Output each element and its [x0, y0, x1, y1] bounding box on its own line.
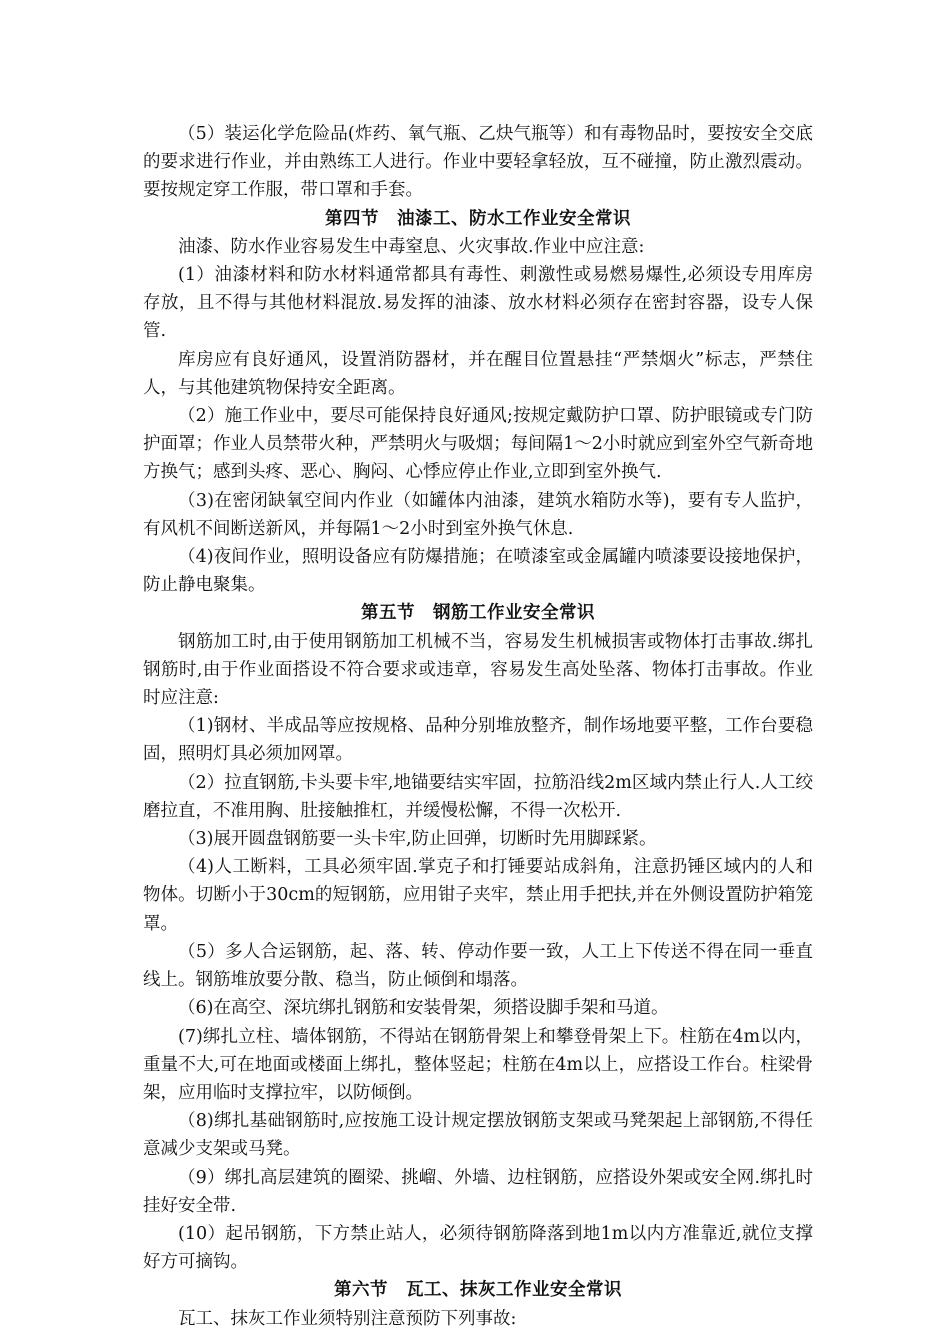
paragraph-paint-2: （2）施工作业中，要尽可能保持良好通风;按规定戴防护口罩、防护眼镜或专门防护面罩；作业人员禁带火种，严禁明火与吸烟；每间隔1～2小时就应到室外空气新奇地方换气；感到头疼、恶心、胸闷、心悸应停止作业,立即到室外换气. — [143, 406, 813, 483]
paragraph-paint-1: (1）油漆材料和防水材料通常都具有毒性、刺激性或易燃易爆性,必须设专用库房存放，且不得与其他材料混放.易发挥的油漆、放水材料必须存在密封容器，设专人保管. — [143, 265, 813, 342]
paragraph-rebar-3: （3)展开圆盘钢筋要一头卡牢,防止回弹，切断时先用脚踩紧。 — [178, 829, 657, 850]
paragraph-intro-plaster: 瓦工、抹灰工作业须特别注意预防下列事故: — [178, 1308, 517, 1329]
paragraph-item-5-transport: （5）装运化学危险品(炸药、氧气瓶、乙炔气瓶等）和有毒物品时，要按安全交底的要求进行作业，并由熟练工人进行。作业中要轻拿轻放，互不碰撞，防止激烈震动。要按规定穿工作服，带口罩和手套。 — [143, 124, 813, 201]
paragraph-rebar-7: (7)绑扎立柱、墙体钢筋，不得站在钢筋骨架上和攀登骨架上下。柱筋在4m以内，重量不大,可在地面或楼面上绑扎，整体竖起；柱筋在4m以上，应搭设工作台。柱梁骨架，应用临时支撑拉牢，以防倾倒。 — [143, 1026, 813, 1103]
paragraph-rebar-6: （6)在高空、深坑绑扎钢筋和安装骨架，须搭设脚手架和马道。 — [178, 998, 669, 1019]
paragraph-paint-3: （3)在密闭缺氧空间内作业（如罐体内油漆，建筑水箱防水等)，要有专人监护，有风机不间断送新风，并每隔1～2小时到室外换气休息. — [143, 490, 813, 539]
paragraph-rebar-5: （5）多人合运钢筋，起、落、转、停动作要一致，人工上下传送不得在同一垂直线上。钢筋堆放要分散、稳当，防止倾倒和塌落。 — [143, 941, 813, 991]
paragraph-rebar-9: （9）绑扎高层建筑的圈梁、挑嵧、外墙、边柱钢筋，应搭设外架或安全网.绑扎时挂好安全带. — [143, 1167, 813, 1216]
paragraph-intro-paint: 油漆、防水作业容易发生中毒窒息、火灾事故.作业中应注意: — [178, 236, 645, 257]
paragraph-storage: 库房应有良好通风，设置消防器材，并在醒目位置悬挂“严禁烟火”标志，严禁住人，与其他建筑物保持安全距离。 — [143, 349, 813, 398]
paragraph-paint-4: （4)夜间作业，照明设备应有防爆措施；在喷漆室或金属罐内喷漆要设接地保护，防止静电聚集。 — [143, 547, 813, 596]
paragraph-rebar-8: （8)绑扎基础钢筋时,应按施工设计规定摆放钢筋支架或马凳架起上部钢筋,不得任意减少支架或马凳。 — [143, 1111, 813, 1160]
paragraph-intro-rebar: 钢筋加工时,由于使用钢筋加工机械不当，容易发生机械损害或物体打击事故.绑扎钢筋时,由于作业面搭设不符合要求或违章，容易发生高处坠落、物体打击事故。作业时应注意: — [143, 631, 813, 709]
section-heading-4: 第四节 油漆工、防水工作业安全常识 — [325, 208, 631, 229]
paragraph-rebar-1: （1)钢材、半成品等应按规格、品种分别堆放整齐，制作场地要平整，工作台要稳固，照明灯具必须加网罩。 — [143, 716, 813, 765]
paragraph-rebar-10: (10）起吊钢筋，下方禁止站人，必须待钢筋降落到地1m以内方准靠近,就位支撑好方可摘钩。 — [143, 1223, 813, 1273]
document-page — [143, 120, 813, 1333]
section-heading-6: 第六节 瓦工、抹灰工作业安全常识 — [334, 1280, 622, 1301]
paragraph-rebar-4: （4)人工断料，工具必须牢固.掌克子和打锤要站成斜角，注意扔锤区域内的人和物体。切断小于30cm的短钢筋，应用钳子夹牢，禁止用手把扶,并在外侧设置防护箱笼罩。 — [143, 857, 813, 934]
section-heading-5: 第五节 钢筋工作业安全常识 — [361, 603, 595, 624]
paragraph-rebar-2: （2）拉直钢筋,卡头要卡牢,地锚要结实牢固，拉筋沿线2m区域内禁止行人.人工绞磨拉直，不准用胸、肚接触推杠，并缓慢松懈，不得一次松开. — [143, 772, 813, 821]
